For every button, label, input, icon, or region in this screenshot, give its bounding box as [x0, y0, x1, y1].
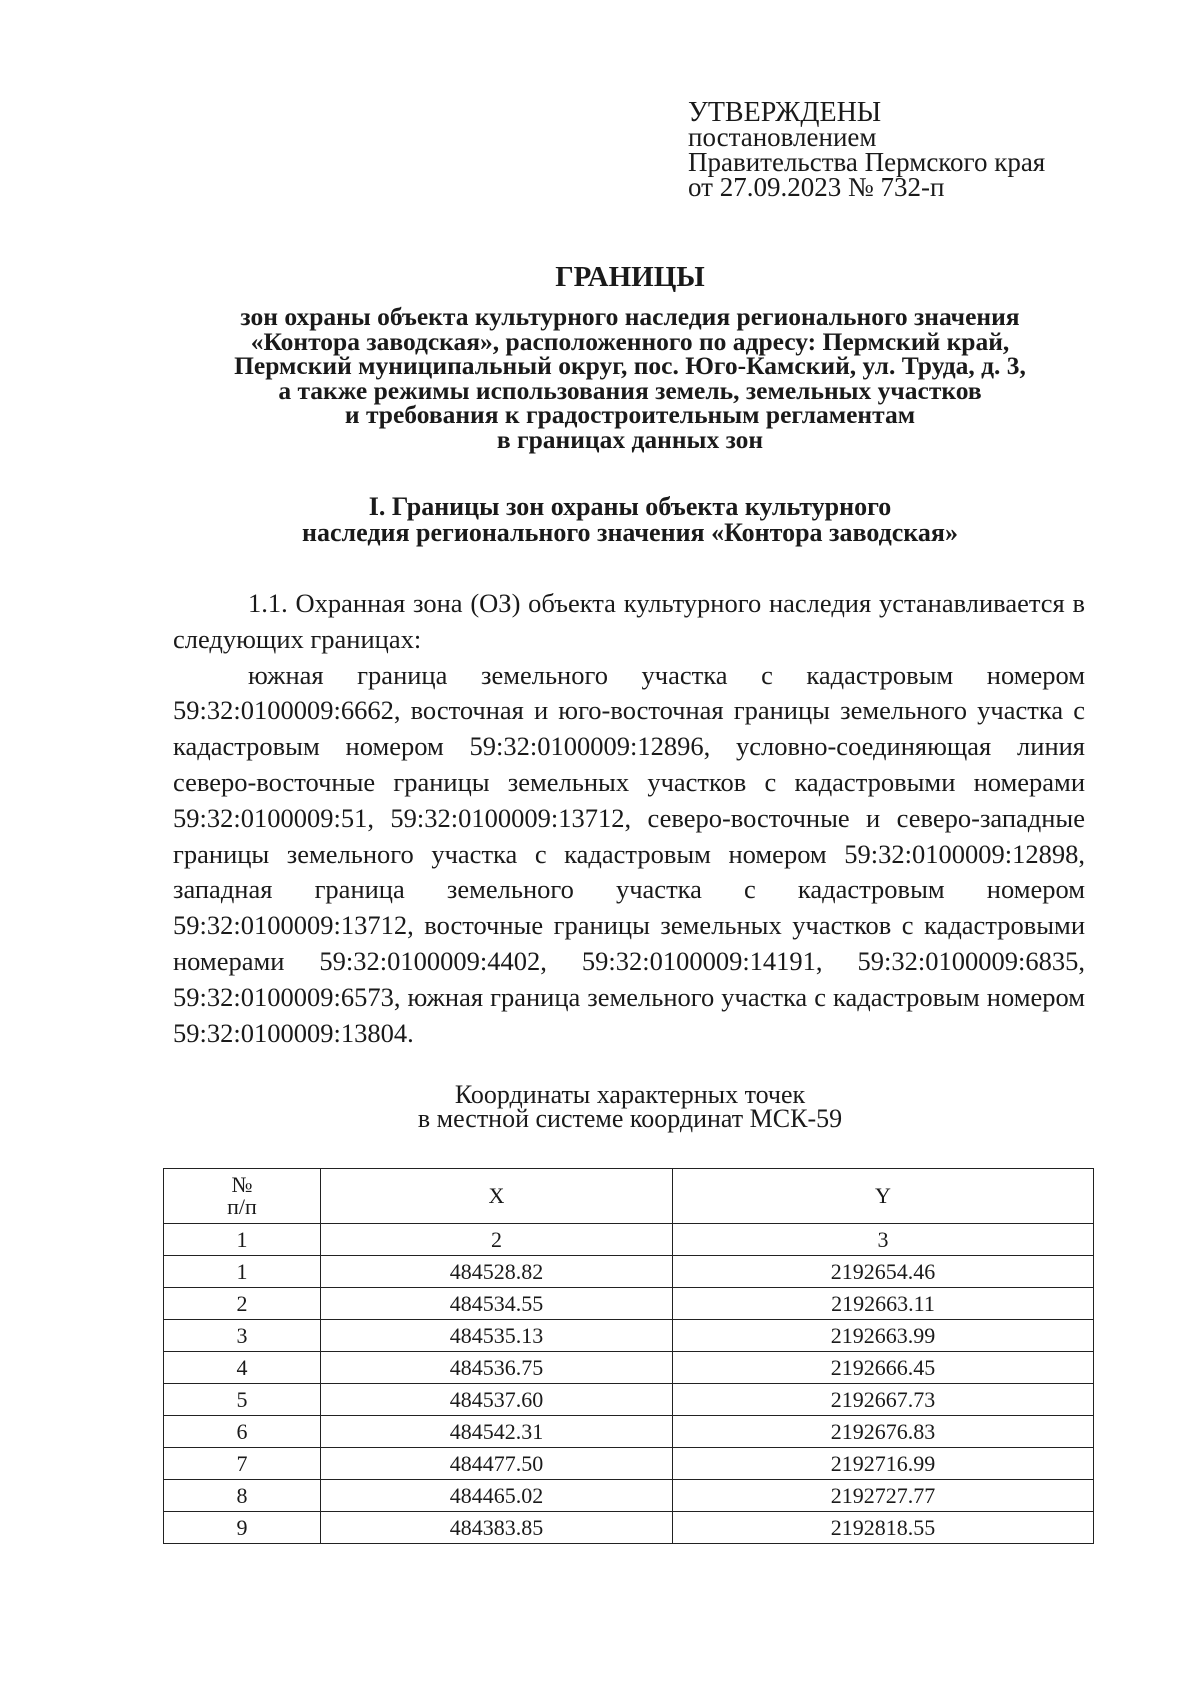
approval-heading: УТВЕРЖДЕНЫ — [688, 97, 882, 128]
table-row — [164, 1352, 1094, 1384]
y-coordinate-cell: 2192654.46 — [673, 1256, 1094, 1288]
point-number-cell: 6 — [164, 1416, 321, 1448]
y-coordinate-cell: 2192666.45 — [673, 1352, 1094, 1384]
point-number-cell: 7 — [164, 1448, 321, 1480]
table-row — [164, 1480, 1094, 1512]
approval-line: Правительства Пермского края — [688, 147, 1046, 177]
x-coordinate-cell: 484542.31 — [321, 1416, 673, 1448]
subtitle-line: и требования к градостроительным регламентам — [344, 400, 916, 429]
x-coordinate-cell: 484537.60 — [321, 1384, 673, 1416]
y-coordinate-cell: 2192667.73 — [673, 1384, 1094, 1416]
y-coordinate-cell: 2192716.99 — [673, 1448, 1094, 1480]
document-subtitle — [150, 302, 1110, 454]
caption-line: в местной системе координат МСК-59 — [417, 1104, 843, 1133]
section-heading-line: наследия регионального значения «Контора заводская» — [302, 518, 958, 547]
y-coordinate-cell: 2192727.77 — [673, 1480, 1094, 1512]
y-coordinate-cell: 2192818.55 — [673, 1512, 1094, 1544]
section-heading — [150, 494, 1110, 546]
x-coordinate-cell: 484465.02 — [321, 1480, 673, 1512]
point-number-cell: 9 — [164, 1512, 321, 1544]
point-number-cell: 2 — [164, 1288, 321, 1320]
subtitle-line: «Контора заводская», расположенного по адресу: Пермский край, — [250, 326, 1010, 356]
point-number-cell: 8 — [164, 1480, 321, 1512]
table-row — [164, 1512, 1094, 1544]
point-number-cell: 4 — [164, 1352, 321, 1384]
table-header-row — [164, 1169, 1094, 1224]
header-number-line2: п/п — [227, 1194, 257, 1219]
header-number — [164, 1169, 321, 1224]
table-row — [164, 1448, 1094, 1480]
column-number: 1 — [164, 1224, 321, 1256]
table-body — [164, 1256, 1094, 1544]
point-number-cell: 3 — [164, 1320, 321, 1352]
y-coordinate-cell: 2192663.99 — [673, 1320, 1094, 1352]
table-row — [164, 1416, 1094, 1448]
subtitle-line: а также режимы использования земель, земельных участков — [278, 375, 982, 405]
document-title: ГРАНИЦЫ — [555, 261, 705, 293]
approval-block — [688, 97, 1046, 202]
table-row — [164, 1384, 1094, 1416]
x-coordinate-cell: 484536.75 — [321, 1352, 673, 1384]
subtitle-line: Пермский муниципальный округ, пос. Юго-Камский, ул. Труда, д. 3, — [234, 351, 1026, 380]
subtitle-line: зон охраны объекта культурного наследия регионального значения — [240, 302, 1020, 331]
table-caption — [150, 1080, 1110, 1133]
y-coordinate-cell: 2192663.11 — [673, 1288, 1094, 1320]
header-x: X — [321, 1169, 673, 1224]
body-text — [173, 586, 1085, 1051]
x-coordinate-cell: 484528.82 — [321, 1256, 673, 1288]
approval-line: постановлением — [688, 122, 877, 152]
paragraph: южная граница земельного участка с кадастровым номером 59:32:0100009:6662, восточная и юго-восточная границы земельного участка с кадастровым номером 59:32:0100009:12896, условно-соединяющая линия северо-восточные границы земельных участков с кадастровыми номерами 59:32:0100009:51, 59:32:0100009:13712, северо-восточные и северо-западные границы земельного участка с кадастровым номером 59:32:0100009:12898, западная граница земельного участка с кадастровым номером 59:32:0100009:13712, восточные границы земельных участков с кадастровыми номерами 59:32:0100009:4402, 59:32:0100009:14191, 59:32:0100009:6835, 59:32:0100009:6573, южная граница земельного участка с кадастровым номером 59:32:0100009:13804. — [173, 659, 1085, 1048]
section-heading-line: I. Границы зон охраны объекта культурного — [368, 492, 892, 521]
coordinates-table — [163, 1168, 1094, 1544]
column-number: 3 — [673, 1224, 1094, 1256]
header-number-line1: № — [231, 1172, 253, 1197]
column-number-row — [164, 1224, 1094, 1256]
paragraph: 1.1. Охранная зона (ОЗ) объекта культурного наследия устанавливается в следующих границах: — [173, 588, 1085, 654]
header-y: Y — [673, 1169, 1094, 1224]
point-number-cell: 1 — [164, 1256, 321, 1288]
x-coordinate-cell: 484383.85 — [321, 1512, 673, 1544]
caption-line: Координаты характерных точек — [454, 1080, 806, 1109]
table-row — [164, 1288, 1094, 1320]
x-coordinate-cell: 484534.55 — [321, 1288, 673, 1320]
table-row — [164, 1320, 1094, 1352]
subtitle-line: в границах данных зон — [496, 424, 764, 454]
table-row — [164, 1256, 1094, 1288]
approval-line: от 27.09.2023 № 732-п — [688, 172, 945, 202]
point-number-cell: 5 — [164, 1384, 321, 1416]
y-coordinate-cell: 2192676.83 — [673, 1416, 1094, 1448]
x-coordinate-cell: 484535.13 — [321, 1320, 673, 1352]
x-coordinate-cell: 484477.50 — [321, 1448, 673, 1480]
column-number: 2 — [321, 1224, 673, 1256]
